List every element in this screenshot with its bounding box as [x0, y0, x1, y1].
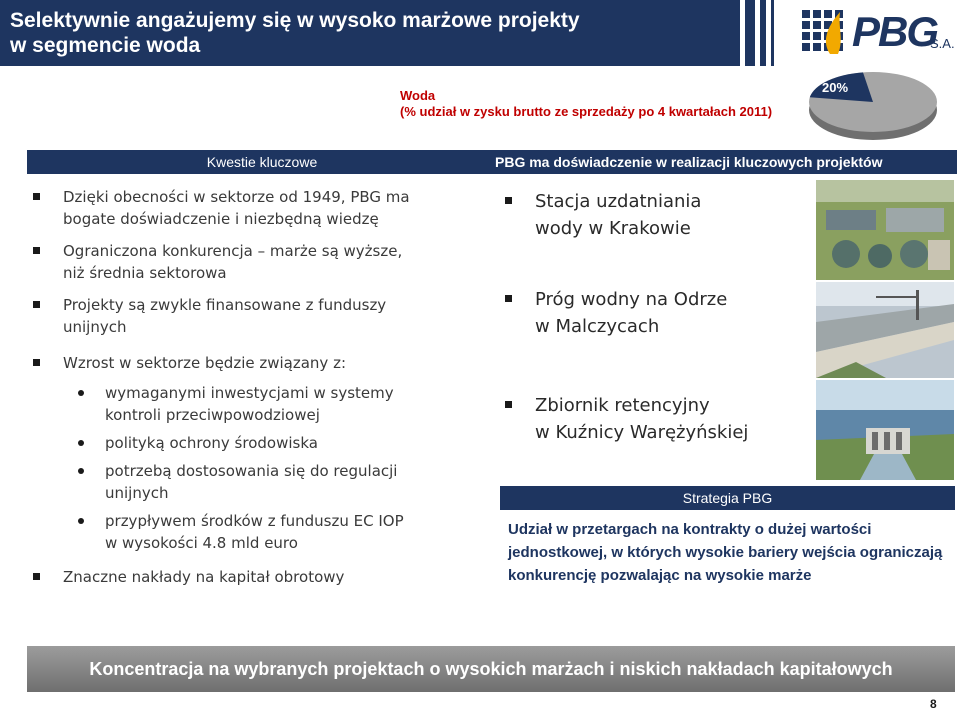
key-issues-list	[33, 186, 483, 588]
project-entry	[505, 188, 815, 242]
share-pie-chart	[806, 68, 940, 144]
project-line: wody w Krakowie	[535, 218, 691, 239]
reservoir-photo	[816, 380, 954, 480]
conclusion-banner: Koncentracja na wybranych projektach o wysokich marżach i niskich nakładach kapitałowych	[27, 646, 955, 692]
title-banner	[0, 0, 740, 66]
item-line: przypływem środków z funduszu EC IOP	[105, 512, 404, 530]
project-line: Próg wodny na Odrze	[535, 289, 728, 310]
list-item	[33, 294, 483, 338]
project-item	[505, 392, 815, 446]
round-bullet-icon	[78, 390, 84, 396]
item-line: niż średnia sektorowa	[63, 264, 227, 282]
item-line: w wysokości 4.8 mld euro	[105, 534, 298, 552]
title-line-1: Selektywnie angażujemy się w wysoko marżowe projekty	[10, 9, 580, 32]
key-issues-heading: Kwestie kluczowe	[27, 150, 497, 174]
sub-list-item	[33, 510, 483, 554]
square-bullet-icon	[505, 197, 512, 204]
item-line: potrzebą dostosowania się do regulacji	[105, 462, 398, 480]
woda-subtitle: (% udział w zysku brutto ze sprzedaży po 4 kwartałach 2011)	[400, 104, 773, 119]
list-item	[33, 186, 483, 230]
project-line: w Kuźnicy Warężyńskiej	[535, 422, 749, 443]
sub-list-item	[33, 382, 483, 426]
header-stripe	[771, 0, 774, 66]
item-line: Dzięki obecności w sektorze od 1949, PBG ma	[63, 188, 410, 206]
item-line: Znaczne nakłady na kapitał obrotowy	[63, 568, 345, 586]
square-bullet-icon	[33, 193, 40, 200]
logo-suffix: S.A.	[930, 36, 955, 51]
square-bullet-icon	[33, 573, 40, 580]
project-entry	[505, 392, 815, 446]
square-bullet-icon	[505, 295, 512, 302]
item-line: Ograniczona konkurencja – marże są wyższe,	[63, 242, 403, 260]
logo-grid-icon	[800, 6, 852, 62]
item-line: wymaganymi inwestycjami w systemy	[105, 384, 394, 402]
square-bullet-icon	[33, 359, 40, 366]
item-line: Projekty są zwykle finansowane z funduszy	[63, 296, 387, 314]
pie-slice-label: 20%	[822, 80, 849, 95]
project-line: Stacja uzdatniania	[535, 191, 702, 212]
header-stripe	[760, 0, 766, 66]
woda-title: Woda	[400, 88, 436, 103]
strategy-heading: Strategia PBG	[500, 486, 955, 510]
item-line: Wzrost w sektorze będzie związany z:	[63, 354, 347, 372]
sub-list-item	[33, 432, 483, 454]
item-line: unijnych	[63, 318, 127, 336]
item-line: unijnych	[105, 484, 169, 502]
experience-heading: PBG ma doświadczenie w realizacji kluczowych projektów	[487, 150, 957, 174]
round-bullet-icon	[78, 518, 84, 524]
strategy-text: Udział w przetargach na kontrakty o dużej wartości jednostkowej, w których wysokie bariery wejścia ograniczają konkurencję pozwalając na wysokie marże	[508, 521, 943, 584]
list-item	[33, 566, 483, 588]
item-line: kontroli przeciwpowodziowej	[105, 406, 320, 424]
header-stripe	[745, 0, 755, 66]
page-title	[10, 8, 730, 58]
project-line: Zbiornik retencyjny	[535, 395, 710, 416]
water-treatment-photo	[816, 180, 954, 280]
project-line: w Malczycach	[535, 316, 660, 337]
weir-photo	[816, 282, 954, 378]
list-item	[33, 240, 483, 284]
item-line: bogate doświadczenie i niezbędną wiedzę	[63, 210, 379, 228]
round-bullet-icon	[78, 468, 84, 474]
square-bullet-icon	[33, 247, 40, 254]
item-line: polityką ochrony środowiska	[105, 434, 318, 452]
project-item	[505, 286, 815, 340]
sub-list-item	[33, 460, 483, 504]
project-item	[505, 188, 815, 242]
woda-caption	[400, 88, 772, 120]
round-bullet-icon	[78, 440, 84, 446]
logo-wordmark: PBG	[852, 8, 938, 55]
square-bullet-icon	[505, 401, 512, 408]
square-bullet-icon	[33, 301, 40, 308]
pbg-logo	[800, 6, 960, 62]
title-line-2: w segmencie woda	[10, 34, 201, 57]
list-item	[33, 352, 483, 374]
project-entry	[505, 286, 815, 340]
page-number: 8	[930, 697, 937, 711]
